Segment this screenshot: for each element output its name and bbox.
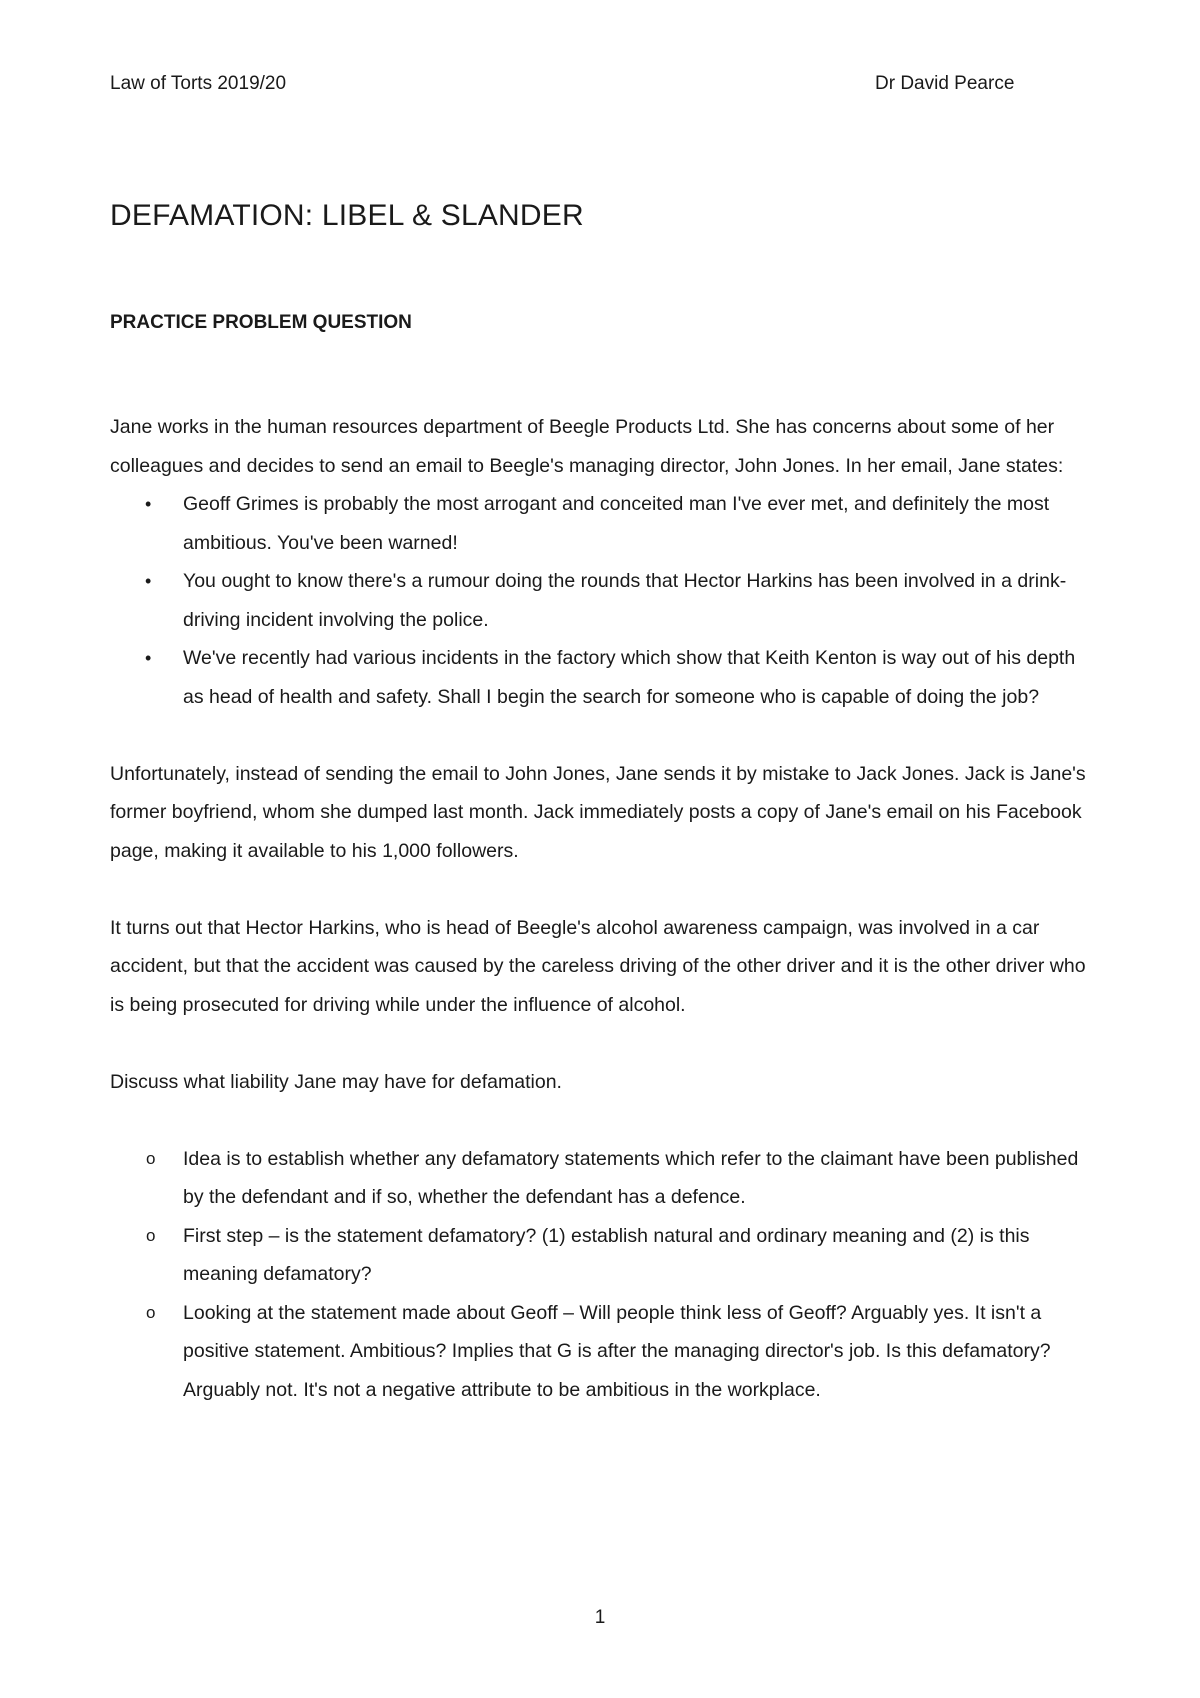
body-paragraph: It turns out that Hector Harkins, who is head of Beegle's alcohol awareness campaign, was involved in a car accident, but that the accident was caused by the careless driving of the other driver and it is the other driver who is being prosecuted for driving while under the influence of alcohol. — [110, 916, 1086, 1016]
list-item — [110, 1140, 1100, 1217]
paragraph-spacer — [110, 716, 1100, 755]
question-prompt: Discuss what liability Jane may have for defamation. — [110, 1070, 562, 1093]
intro-paragraph: Jane works in the human resources department of Beegle Products Ltd. She has concerns about some of her colleagues and decides to send an email to Beegle's managing director, John Jones. In her email, Jane states: — [110, 416, 1064, 477]
list-item-text: First step – is the statement defamatory? (1) establish natural and ordinary meaning and (2) is this meaning defamatory? — [183, 1224, 1030, 1285]
section-heading: PRACTICE PROBLEM QUESTION — [110, 312, 412, 333]
list-item — [110, 485, 1100, 562]
list-item — [110, 562, 1100, 639]
bullet-marker: • — [145, 648, 152, 668]
email-statements-list — [110, 485, 1100, 716]
bullet-marker: • — [145, 571, 152, 591]
list-item-text: You ought to know there's a rumour doing the rounds that Hector Harkins has been involved in a drink-driving incident involving the police. — [183, 570, 1067, 631]
list-item-text: Idea is to establish whether any defamatory statements which refer to the claimant have been published by the defendant and if so, whether the defendant has a defence. — [183, 1147, 1079, 1208]
document-body — [110, 408, 1100, 1409]
document-title: DEFAMATION: LIBEL & SLANDER — [110, 199, 584, 232]
list-item — [110, 1217, 1100, 1294]
header-course-title: Law of Torts 2019/20 — [110, 73, 287, 94]
list-item — [110, 1294, 1100, 1410]
list-item-text: Geoff Grimes is probably the most arrogant and conceited man I've ever met, and definitely the most ambitious. You've been warned! — [183, 493, 1050, 554]
paragraph-spacer — [110, 1101, 1100, 1140]
page-number: 1 — [594, 1607, 606, 1628]
paragraph-spacer — [110, 1024, 1100, 1063]
circle-marker: o — [146, 1148, 156, 1168]
bullet-marker: • — [145, 494, 152, 514]
circle-marker: o — [146, 1302, 156, 1322]
list-item — [110, 639, 1100, 716]
paragraph-spacer — [110, 870, 1100, 909]
answer-notes-list — [110, 1140, 1100, 1410]
circle-marker: o — [146, 1225, 156, 1245]
header-author: Dr David Pearce — [875, 73, 1015, 94]
body-paragraph: Unfortunately, instead of sending the email to John Jones, Jane sends it by mistake to Jack Jones. Jack is Jane's former boyfriend, whom she dumped last month. Jack immediately posts a copy of Jane's email on his Facebook page, making it available to his 1,000 followers. — [110, 762, 1086, 862]
list-item-text: Looking at the statement made about Geoff – Will people think less of Geoff? Arguably yes. It isn't a positive statement. Ambitious? Implies that G is after the managing director's job. Is this defamatory? Arguably not. It's not a negative attribute to be ambitious in the workplace. — [183, 1301, 1051, 1401]
list-item-text: We've recently had various incidents in the factory which show that Keith Kenton is way out of his depth as head of health and safety. Shall I begin the search for someone who is capable of doing the job? — [183, 647, 1076, 708]
